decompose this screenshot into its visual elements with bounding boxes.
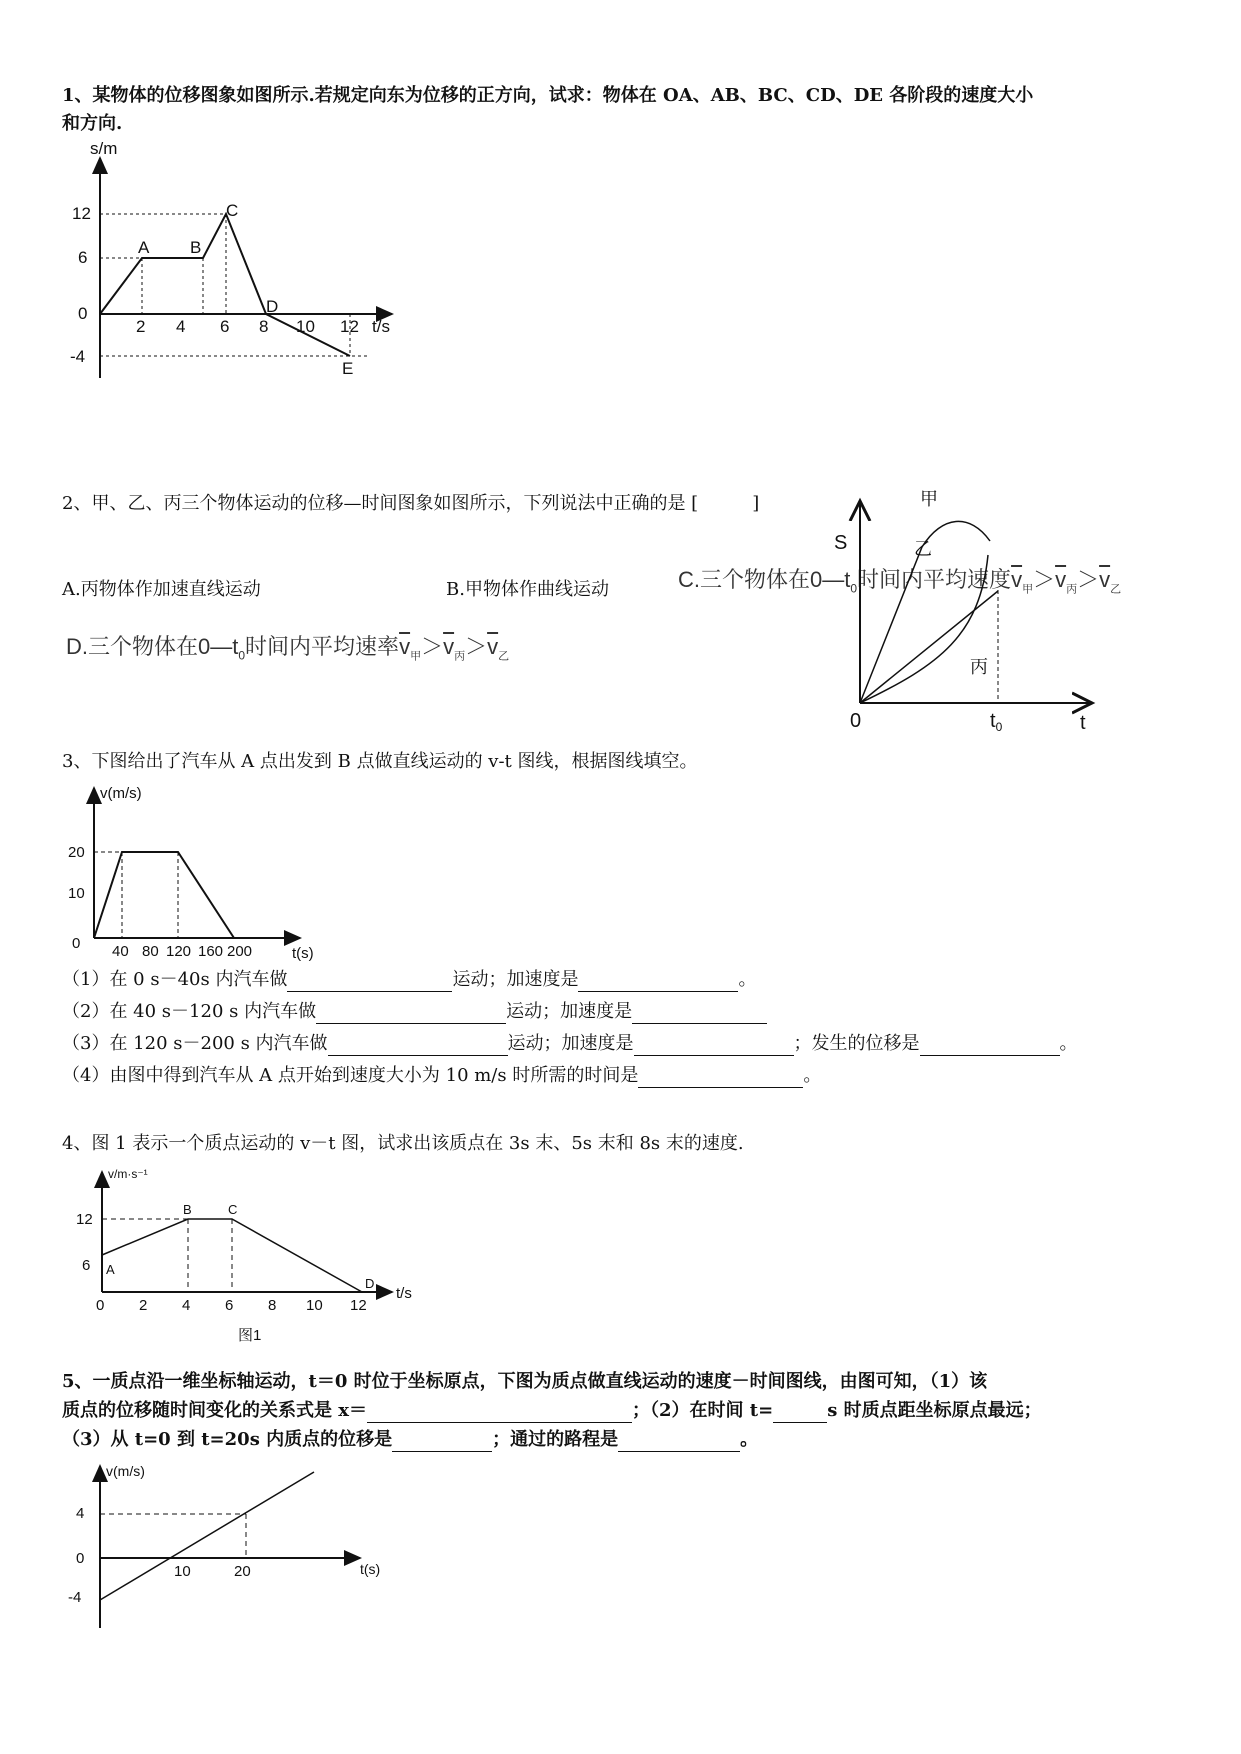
q4-xtick-8: 8	[268, 1297, 277, 1314]
q1-xtick-4: 4	[176, 317, 186, 336]
q3-xtick-40: 40	[112, 943, 129, 960]
q3-data-line	[94, 852, 234, 938]
q3-xtick-160: 160	[198, 943, 224, 960]
q5-xtick-10: 10	[174, 1563, 191, 1580]
q3-blank-3a[interactable]	[328, 1035, 508, 1056]
q2-x-axis-label: t	[1080, 712, 1086, 734]
q5-blank-disp[interactable]	[392, 1431, 492, 1452]
q3-y-axis-label: v(m/s)	[100, 785, 142, 802]
q2-origin-label: 0	[850, 710, 862, 732]
q1-label-B: B	[190, 238, 202, 257]
q1-x-axis-label: t/s	[372, 317, 390, 336]
q1-label-D: D	[266, 297, 279, 316]
q5-y-axis-label: v(m/s)	[106, 1463, 145, 1479]
q4-ytick-12: 12	[76, 1211, 93, 1228]
q4-xtick-6: 6	[225, 1297, 234, 1314]
q2-t0-label: $t_0$	[990, 710, 1003, 734]
q1-y-axis-label: s/m	[90, 139, 118, 158]
q3-xtick-80: 80	[142, 943, 159, 960]
q4-label-A: A	[106, 1262, 115, 1277]
q4-stem: 4、图 1 表示一个质点运动的 v－t 图，试求出该质点在 3s 末、5s 末和 8s 末的速度.	[62, 1133, 744, 1154]
q3-blank-4[interactable]	[638, 1067, 803, 1088]
q5-blank-path[interactable]	[618, 1431, 740, 1452]
q5-blank-t[interactable]	[773, 1402, 827, 1423]
q2-label-bing: 丙	[970, 657, 988, 677]
q3-ytick-20: 20	[68, 844, 85, 861]
q2-curve-yi	[860, 591, 998, 703]
q4-xtick-10: 10	[306, 1297, 323, 1314]
q1-ytick-0: 0	[78, 304, 88, 323]
q3-ytick-10: 10	[68, 885, 85, 902]
q3-sub1: （1）在 0 s－40s 内汽车做 运动；加速度是 。	[62, 969, 757, 990]
q1-xtick-6: 6	[220, 317, 230, 336]
q5-xtick-20: 20	[234, 1563, 251, 1580]
q3-sub4: （4）由图中得到汽车从 A 点开始到速度大小为 10 m/s 时所需的时间是 。	[62, 1065, 822, 1086]
q3-x-axis-label: t(s)	[292, 945, 314, 962]
q3-blank-2a[interactable]	[316, 1003, 506, 1024]
q4-label-B: B	[183, 1202, 192, 1217]
q2-label-jia: 甲	[920, 489, 938, 509]
q5-ytick-neg4: -4	[68, 1589, 82, 1606]
q2-stem: 2、甲、乙、丙三个物体运动的位移—时间图象如图所示，下列说法中正确的是 [ ]	[62, 493, 760, 514]
q1-xtick-12: 12	[340, 317, 359, 336]
q5-blank-x[interactable]	[367, 1402, 632, 1423]
q4-xtick-0: 0	[96, 1297, 105, 1314]
q4-label-C: C	[228, 1202, 238, 1217]
q2-option-a: A.丙物体作加速直线运动	[62, 579, 261, 600]
q3-xtick-200: 200	[227, 943, 253, 960]
q1-displacement-chart	[60, 140, 420, 430]
q4-xtick-12: 12	[350, 1297, 367, 1314]
q1-label-E: E	[342, 359, 354, 378]
q5-ytick-4: 4	[76, 1505, 85, 1522]
q4-vt-chart	[70, 1162, 430, 1348]
q2-label-yi: 乙	[914, 539, 932, 559]
q3-sub3: （3）在 120 s－200 s 内汽车做 运动；加速度是 ；发生的位移是 。	[62, 1033, 1078, 1054]
q3-blank-1b[interactable]	[578, 971, 738, 992]
q4-label-D: D	[365, 1276, 375, 1291]
q5-data-line	[100, 1472, 314, 1600]
q4-x-axis-label: t/s	[396, 1285, 412, 1302]
q3-blank-3c[interactable]	[920, 1035, 1060, 1056]
q1-ytick-12: 12	[72, 204, 91, 223]
q3-blank-3b[interactable]	[634, 1035, 794, 1056]
q2-option-c: C.三个物体在$0—t_0$时间内平均速度$\overline{v}_甲>\overline{v}_丙>\overline{v}_乙$	[678, 567, 1122, 596]
q3-sub2: （2）在 40 s－120 s 内汽车做 运动；加速度是	[62, 1000, 767, 1024]
q1-label-A: A	[138, 238, 150, 257]
q5-line3: （3）从 t=0 到 t=20s 内质点的位移是 ；通过的路程是 。	[62, 1429, 759, 1450]
q1-ytick-neg4: -4	[70, 347, 86, 366]
q5-ytick-0: 0	[76, 1550, 85, 1567]
q3-blank-1a[interactable]	[287, 971, 452, 992]
q4-xtick-2: 2	[139, 1297, 148, 1314]
q1-label-C: C	[226, 201, 239, 220]
q3-stem: 3、下图给出了汽车从 A 点出发到 B 点做直线运动的 v-t 图线，根据图线填空。	[62, 751, 698, 772]
q3-vt-chart	[60, 778, 370, 968]
q4-xtick-4: 4	[182, 1297, 191, 1314]
q5-vt-chart	[60, 1458, 400, 1638]
q1-xtick-2: 2	[136, 317, 146, 336]
q1-text-line1: 1、某物体的位移图象如图所示.若规定向东为位移的正方向，试求：物体在 OA、AB、BC、CD、DE 各阶段的速度大小	[62, 85, 1034, 106]
q5-line1: 5、一质点沿一维坐标轴运动，t＝0 时位于坐标原点，下图为质点做直线运动的速度－时间图线，由图可知，（1）该	[62, 1371, 988, 1392]
q3-xtick-120: 120	[166, 943, 192, 960]
q4-y-axis-label: v/m·s⁻¹	[108, 1167, 148, 1181]
q2-st-chart	[830, 489, 1110, 735]
q2-option-d: D.三个物体在$0—t_0$时间内平均速率$\overline{v}_甲>\overline{v}_丙>\overline{v}_乙$	[66, 634, 510, 663]
q1-text-line2: 和方向.	[62, 113, 123, 134]
q4-caption: 图1	[238, 1327, 262, 1344]
q1-ytick-6: 6	[78, 248, 88, 267]
q2-y-axis-label: S	[834, 532, 848, 554]
q1-xtick-10: 10	[296, 317, 315, 336]
q1-xtick-8: 8	[259, 317, 269, 336]
q5-line2: 质点的位移随时间变化的关系式是 x＝ ；（2）在时间 t= s 时质点距坐标原点最远；	[62, 1400, 1042, 1421]
q3-ytick-0: 0	[72, 935, 81, 952]
q3-blank-2b[interactable]	[632, 1003, 767, 1024]
q5-x-axis-label: t(s)	[360, 1561, 381, 1577]
q2-curve-bing	[860, 555, 988, 703]
q2-option-b: B.甲物体作曲线运动	[446, 579, 609, 600]
q4-ytick-6: 6	[82, 1257, 91, 1274]
